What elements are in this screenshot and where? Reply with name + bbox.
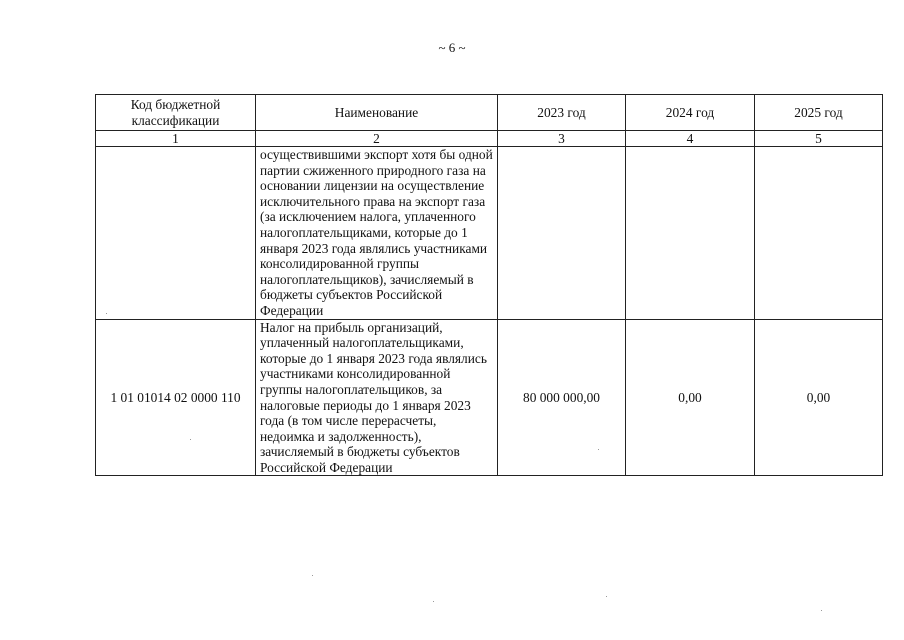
row-name: Налог на прибыль организаций, уплаченный налогоплательщиками, которые до 1 января 2023 года являлись участниками консолидированной группы налогоплательщиков, за налоговые периоды до 1 января 2023 года (в том числе перерасчеты, недоимка и задолженность), зачисляемый в бюджеты субъектов Российской Федерации [256, 319, 498, 476]
row-amount-2024 [626, 147, 755, 320]
scan-speck [312, 575, 313, 576]
row-name: осуществившими экспорт хотя бы одной партии сжиженного природного газа на основании лицензии на осуществление исключительного права на экспорт газа (за исключением налога, уплаченного налогоплательщиками, которые до 1 января 2023 года являлись участниками консолидированной группы налогоплательщиков), зачисляемый в бюджеты субъектов Российской Федерации [256, 147, 498, 320]
column-number-row [96, 131, 883, 147]
table-row [96, 147, 883, 320]
row-code [96, 147, 256, 320]
header-row [96, 95, 883, 131]
header-name: Наименование [256, 95, 498, 131]
row-code: 1 01 01014 02 0000 110 [96, 319, 256, 476]
row-amount-2024: 0,00 [626, 319, 755, 476]
column-number: 4 [626, 131, 755, 147]
scan-speck [821, 610, 822, 611]
page-number: ~ 6 ~ [438, 40, 466, 55]
scan-speck [433, 601, 434, 602]
scan-speck [190, 439, 191, 440]
column-number: 5 [755, 131, 883, 147]
table-row [96, 319, 883, 476]
header-2023: 2023 год [498, 95, 626, 131]
row-amount-2025 [755, 147, 883, 320]
column-number: 3 [498, 131, 626, 147]
header-code: Код бюджетной классификации [96, 95, 256, 131]
header-2024: 2024 год [626, 95, 755, 131]
header-2025: 2025 год [755, 95, 883, 131]
column-number: 1 [96, 131, 256, 147]
budget-table [95, 94, 883, 476]
row-amount-2023: 80 000 000,00 [498, 319, 626, 476]
scan-speck [106, 313, 107, 314]
row-amount-2025: 0,00 [755, 319, 883, 476]
row-amount-2023 [498, 147, 626, 320]
column-number: 2 [256, 131, 498, 147]
scan-speck [606, 596, 607, 597]
scan-speck [598, 449, 599, 450]
